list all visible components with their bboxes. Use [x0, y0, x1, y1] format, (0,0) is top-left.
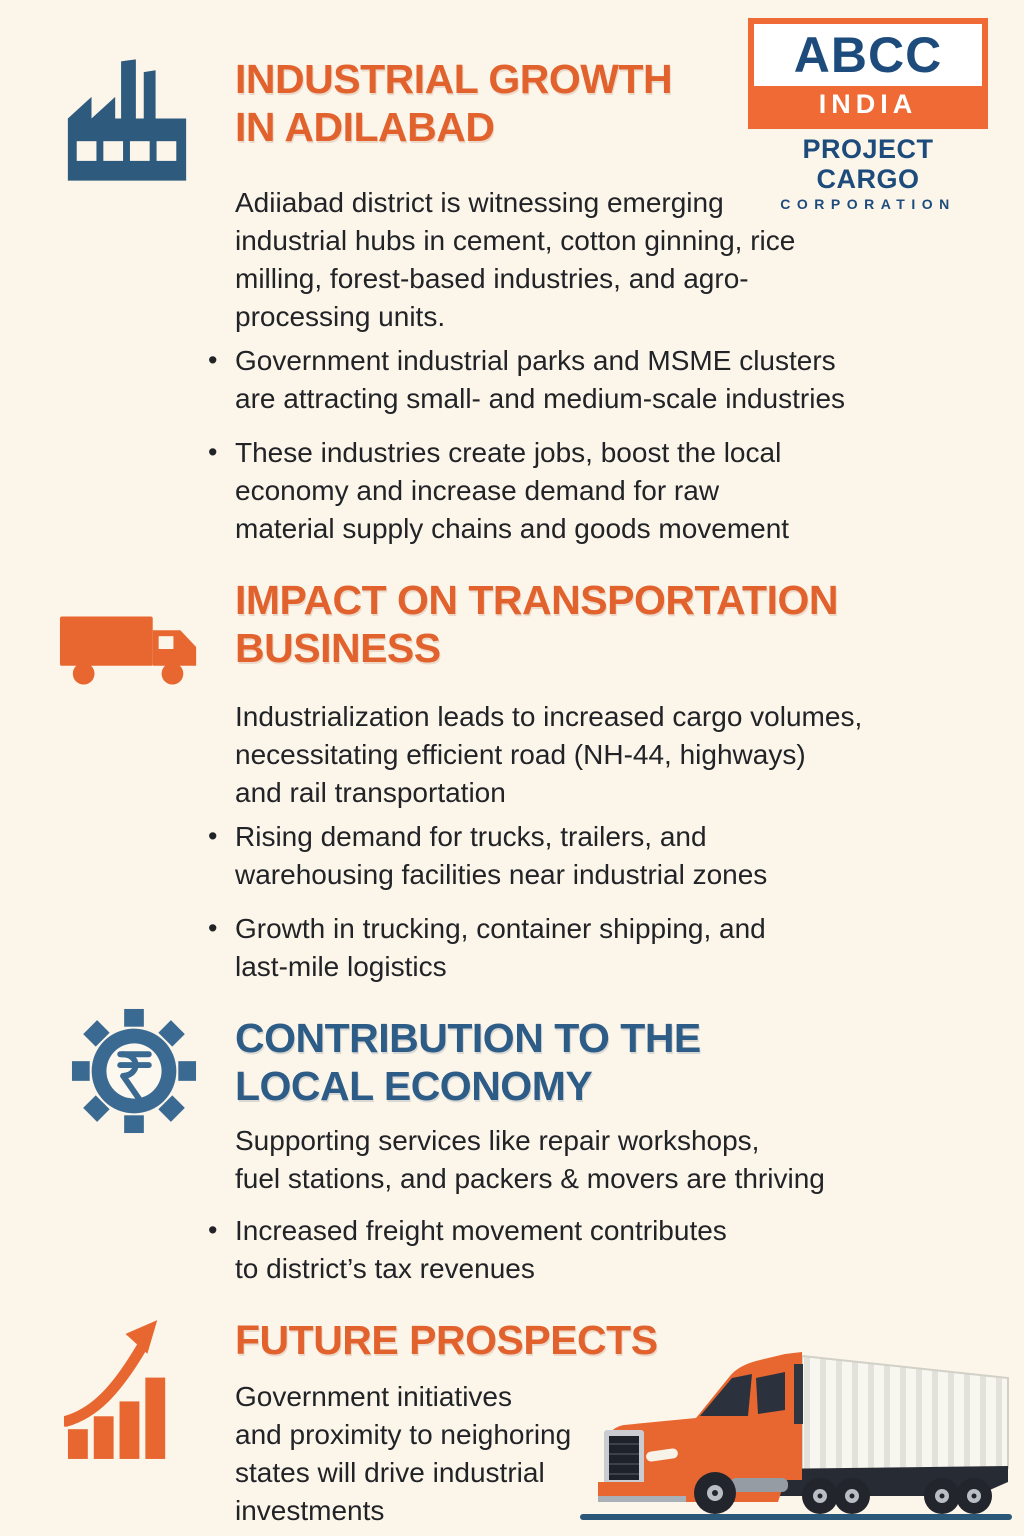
bullet-item: [202, 1212, 727, 1288]
title-line: BUSINESS: [235, 625, 441, 671]
abcc-logo: [748, 18, 988, 212]
intro-line: states will drive industrial: [235, 1457, 545, 1488]
intro-line: Adiiabad district is witnessing emerging: [235, 187, 724, 218]
container-trailer: [802, 1356, 1008, 1472]
bullet-item: [202, 910, 766, 986]
container-truck-illustration: [580, 1330, 1015, 1530]
section-title: [235, 576, 838, 672]
bullet-item: [202, 342, 845, 418]
title-line: LOCAL ECONOMY: [235, 1063, 593, 1109]
intro-line: Government initiatives: [235, 1381, 513, 1412]
title-line: IMPACT ON TRANSPORTATION: [235, 577, 838, 623]
growth-chart-icon: [64, 1318, 188, 1462]
bullet-line: economy and increase demand for raw: [235, 475, 720, 506]
bullet-line: Increased freight movement contributes: [235, 1215, 727, 1246]
bullet-line: material supply chains and goods movement: [235, 513, 790, 544]
intro-line: milling, forest-based industries, and agro-: [235, 263, 749, 294]
road-line: [580, 1514, 1012, 1520]
logo-project-cargo: PROJECT CARGO: [802, 134, 934, 194]
intro-line: investments: [235, 1495, 385, 1526]
section-intro: [235, 698, 862, 812]
intro-line: Supporting services like repair workshops,: [235, 1125, 760, 1156]
section-intro: [235, 1378, 571, 1530]
bullet-line: These industries create jobs, boost the local: [235, 437, 782, 468]
bullet-line: Rising demand for trucks, trailers, and: [235, 821, 707, 852]
bullet-item: [202, 818, 767, 894]
intro-line: industrial hubs in cement, cotton ginning, rice: [235, 225, 796, 256]
intro-line: necessitating efficient road (NH-44, highways): [235, 739, 806, 770]
bullet-line: Growth in trucking, container shipping, and: [235, 913, 766, 944]
logo-corporation: CORPORATION: [780, 196, 956, 212]
section-intro: [235, 184, 795, 336]
intro-line: and rail transportation: [235, 777, 506, 808]
intro-line: Industrialization leads to increased cargo volumes,: [235, 701, 863, 732]
section-title: [235, 1014, 701, 1110]
bullet-line: last-mile logistics: [235, 951, 447, 982]
title-line: IN ADILABAD: [235, 104, 495, 150]
logo-india-band: INDIA: [754, 86, 982, 123]
section-intro: [235, 1122, 825, 1198]
title-line: FUTURE PROSPECTS: [235, 1317, 658, 1363]
truck-icon: [58, 600, 206, 700]
bullet-item: [202, 434, 789, 548]
logo-box: [748, 18, 988, 129]
factory-icon: [58, 46, 196, 192]
intro-line: fuel stations, and packers & movers are thriving: [235, 1163, 825, 1194]
bullet-line: to district’s tax revenues: [235, 1253, 535, 1284]
bullet-line: are attracting small- and medium-scale industries: [235, 383, 846, 414]
title-line: CONTRIBUTION TO THE: [235, 1015, 701, 1061]
intro-line: processing units.: [235, 301, 446, 332]
gear-rupee-icon: [70, 1006, 198, 1136]
intro-line: and proximity to neighoring: [235, 1419, 572, 1450]
bullet-line: Government industrial parks and MSME clusters: [235, 345, 836, 376]
logo-abcc-text: ABCC: [793, 27, 943, 83]
bullet-line: warehousing facilities near industrial zones: [235, 859, 768, 890]
title-line: INDUSTRIAL GROWTH: [235, 56, 673, 102]
section-title: [235, 55, 672, 151]
